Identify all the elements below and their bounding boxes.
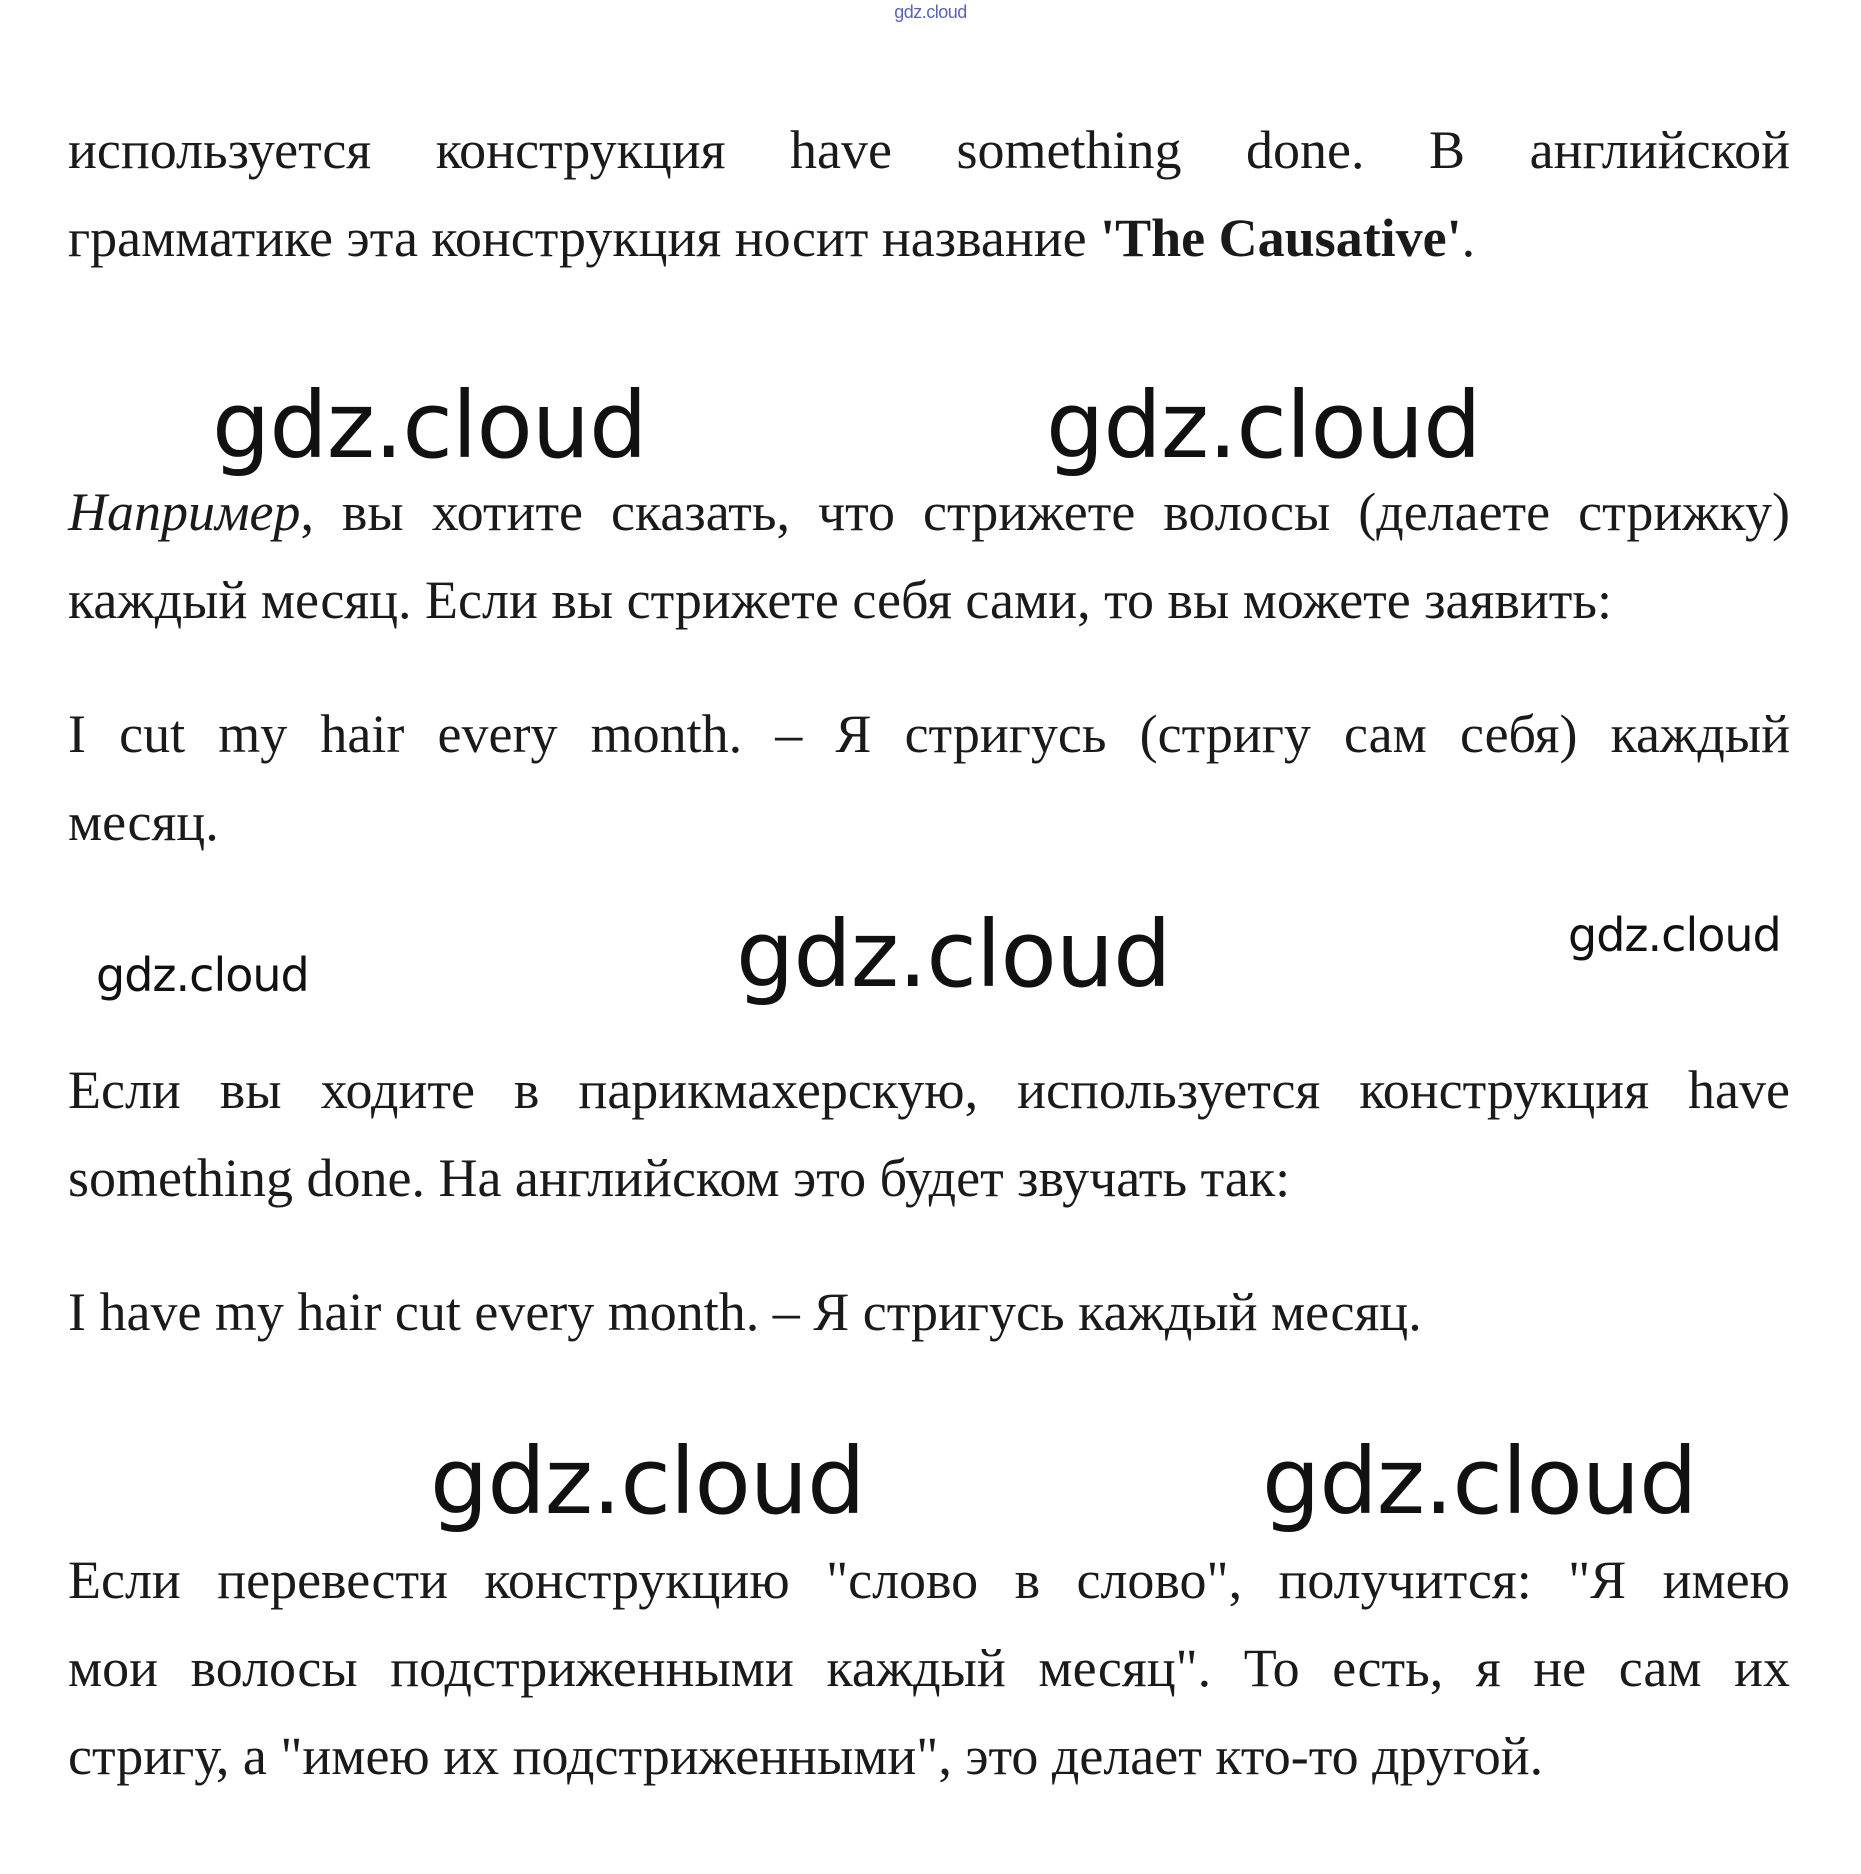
term-causative: 'The Causative' xyxy=(1100,208,1462,268)
paragraph-line: каждый месяц. Если вы стрижете себя сами, то вы можете заявить: xyxy=(68,570,1612,630)
paragraph-example-self xyxy=(68,690,1790,866)
paragraph-line: something done. На английском это будет звучать так: xyxy=(68,1148,1291,1208)
header-site-mark: gdz.cloud xyxy=(894,2,967,22)
paragraph-example-intro xyxy=(68,468,1790,644)
watermark: gdz.cloud xyxy=(96,948,309,1002)
watermark: gdz.cloud xyxy=(430,1428,865,1535)
paragraph-line xyxy=(68,468,1790,556)
paragraph-line xyxy=(68,194,1790,282)
example-word: Например xyxy=(68,482,301,542)
text-run: , вы хотите сказать, что стрижете волосы (делаете стрижку) xyxy=(300,482,1790,542)
text-run: грамматике эта конструкция носит название xyxy=(68,208,1101,268)
paragraph-hairdresser xyxy=(68,1046,1790,1222)
paragraph-line: стригу, а "имею их подстриженными", это делает кто-то другой. xyxy=(68,1726,1544,1786)
paragraph-line: Если вы ходите в парикмахерскую, используется конструкция have xyxy=(68,1060,1790,1120)
paragraph-line: используется конструкция have something done. В английской xyxy=(68,120,1790,180)
watermark: gdz.cloud xyxy=(1568,908,1781,962)
paragraph-line: I have my hair cut every month. – Я стригусь каждый месяц. xyxy=(68,1282,1422,1342)
watermark: gdz.cloud xyxy=(736,901,1171,1008)
paragraph-causative-intro xyxy=(68,106,1790,282)
paragraph-line: I cut my hair every month. – Я стригусь (стригу сам себя) каждый xyxy=(68,704,1790,764)
paragraph-example-causative xyxy=(68,1268,1790,1356)
paragraph-line: месяц. xyxy=(68,792,219,852)
paragraph-line: мои волосы подстриженными каждый месяц". То есть, я не сам их xyxy=(68,1638,1790,1698)
watermark: gdz.cloud xyxy=(1262,1428,1697,1535)
watermark: gdz.cloud xyxy=(212,372,647,479)
watermark: gdz.cloud xyxy=(1046,372,1481,479)
paragraph-line: Если перевести конструкцию "слово в слово", получится: "Я имею xyxy=(68,1550,1790,1610)
text-run: . xyxy=(1461,208,1476,268)
paragraph-literal-translation xyxy=(68,1536,1790,1800)
